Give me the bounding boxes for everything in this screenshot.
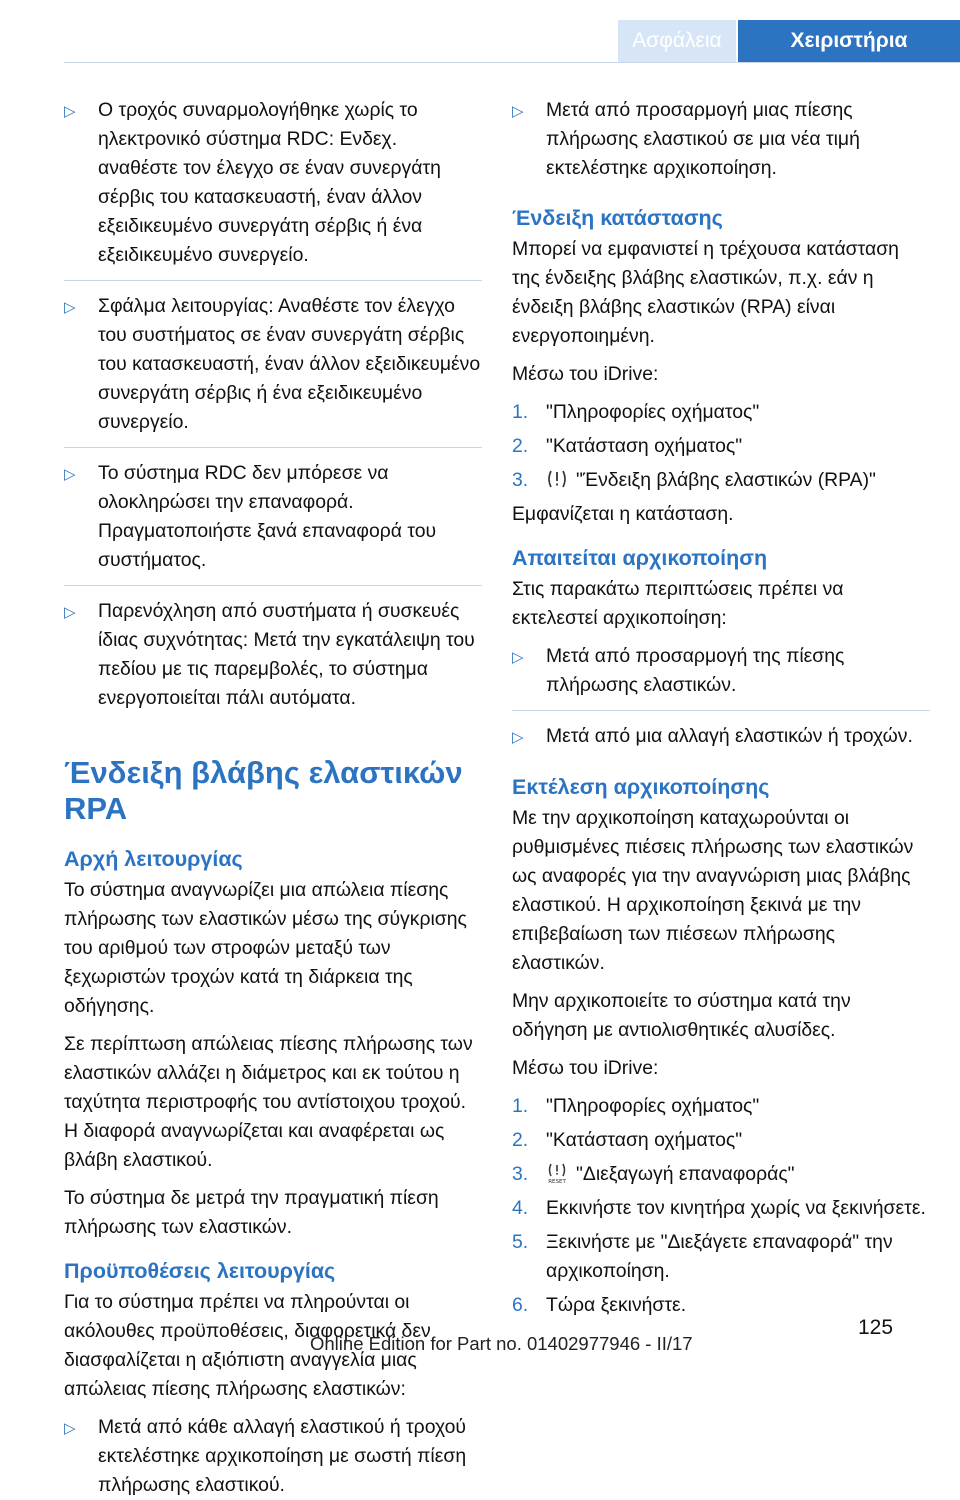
- init-required-heading: Απαιτείται αρχικοποίηση: [512, 546, 768, 570]
- list-item: ▷ Μετά από προσαρμογή μιας πίεσης πλήρωσης ελαστικού σε μια νέα τιμή εκτελέστηκε αρχικοποίηση.: [512, 96, 930, 183]
- left-column: [64, 96, 482, 1500]
- paragraph: Το σύστημα αναγνωρίζει μια απώλεια πίεσης πλήρωσης των ελαστικών μέσω της σύγκρισης του αριθμού των στροφών μεταξύ των ξεχωριστών τροχών κατά τη διάρκεια της οδήγησης.: [64, 879, 467, 1017]
- paragraph: Εμφανίζεται η κατάσταση.: [512, 503, 734, 525]
- tire-reset-icon: [546, 1162, 568, 1184]
- divider: [64, 280, 482, 281]
- paragraph: Για το σύστημα πρέπει να πληρούνται οι ακόλουθες προϋποθέσεις, διαφορετικά δεν διασφαλίζεται η αξιόπιστη αναγγελία μιας απώλειας πίεσης πλήρωσης ελαστικών:: [64, 1291, 431, 1400]
- list-item: 1. "Πληροφορίες οχήματος": [512, 401, 760, 423]
- header-section-tab: Ασφάλεια: [618, 20, 736, 62]
- list-item: 3. RESET "Διεξαγωγή επαναφοράς": [512, 1163, 795, 1185]
- paragraph: Με την αρχικοποίηση καταχωρούνται οι ρυθμισμένες πιέσεις πλήρωσης των ελαστικών ως αναφορές για την αναγνώριση μιας βλάβης ελαστικού. Η αρχικοποίηση ξεκινά με την επιβεβαίωση των πιέσεων πλήρωσης ελαστικών.: [512, 807, 914, 974]
- triangle-bullet-icon: ▷: [64, 466, 76, 483]
- triangle-bullet-icon: ▷: [64, 1420, 76, 1437]
- triangle-bullet-icon: ▷: [64, 299, 76, 316]
- list-item: 3. "Ένδειξη βλάβης ελαστικών (RPA)": [512, 469, 876, 491]
- list-item: ▷ Μετά από κάθε αλλαγή ελαστικού ή τροχού εκτελέστηκε αρχικοποίηση με σωστή πίεση πλήρωσης ελαστικού.: [64, 1413, 482, 1500]
- paragraph: Μην αρχικοποιείτε το σύστημα κατά την οδήγηση με αντιολισθητικές αλυσίδες.: [512, 990, 851, 1041]
- list-item: ▷ Παρενόχληση από συστήματα ή συσκευές ίδιας συχνότητας: Μετά την εγκατάλειψη του πεδίου με τις παρεμβολές, το σύστημα ενεργοποιείται πάλι αυτόματα.: [64, 597, 482, 713]
- header-chapter-tab: Χειριστήρια: [738, 20, 960, 62]
- divider: [64, 585, 482, 586]
- list-item: 6. Τώρα ξεκινήστε.: [512, 1294, 687, 1316]
- prerequisites-heading: Προϋποθέσεις λειτουργίας: [64, 1259, 336, 1283]
- list-item: ▷ Μετά από προσαρμογή της πίεσης πλήρωσης ελαστικών.: [512, 642, 930, 700]
- right-column: [512, 96, 930, 1325]
- section-title: Ένδειξη βλάβης ελαστικών RPA: [64, 755, 463, 826]
- perform-init-heading: Εκτέλεση αρχικοποίησης: [512, 775, 770, 799]
- svg-text:RESET: RESET: [548, 1179, 566, 1185]
- paragraph: Μπορεί να εμφανιστεί η τρέχουσα κατάσταση της ένδειξης βλάβης ελαστικών, π.χ. εάν η ένδειξη βλάβης ελαστικών (RPA) είναι ενεργοποιημένη.: [512, 238, 899, 347]
- list-item: ▷ Σφάλμα λειτουργίας: Αναθέστε τον έλεγχο του συστήματος σε έναν συνεργάτη σέρβις του κατασκευαστή, έναν άλλον εξειδικευμένο συνεργάτη σέρβις ή ένα εξειδικευμένο συνεργείο.: [64, 292, 482, 437]
- triangle-bullet-icon: ▷: [64, 604, 76, 621]
- paragraph: Το σύστημα δε μετρά την πραγματική πίεση πλήρωσης των ελαστικών.: [64, 1187, 439, 1238]
- paragraph: Στις παρακάτω περιπτώσεις πρέπει να εκτελεστεί αρχικοποίηση:: [512, 578, 844, 629]
- page-header: [618, 20, 960, 62]
- triangle-bullet-icon: ▷: [512, 649, 524, 666]
- footer-edition: Online Edition for Part no. 01402977946 - II/17: [310, 1333, 693, 1354]
- tire-warning-icon: [546, 468, 568, 490]
- list-item: 1. "Πληροφορίες οχήματος": [512, 1095, 760, 1117]
- triangle-bullet-icon: ▷: [64, 103, 76, 120]
- header-rule: [64, 62, 960, 63]
- triangle-bullet-icon: ▷: [512, 103, 524, 120]
- divider: [64, 447, 482, 448]
- divider: [512, 710, 930, 711]
- paragraph: Μέσω του iDrive:: [512, 1057, 659, 1079]
- status-heading: Ένδειξη κατάστασης: [512, 206, 723, 230]
- paragraph: Σε περίπτωση απώλειας πίεσης πλήρωσης των ελαστικών αλλάζει η διάμετρος και εκ τούτου η ταχύτητα περιστροφής του αντίστοιχου τροχού. Η διαφορά αναγνωρίζεται και αναφέρεται ως βλάβη ελαστικού.: [64, 1033, 473, 1171]
- principle-heading: Αρχή λειτουργίας: [64, 847, 243, 871]
- paragraph: Μέσω του iDrive:: [512, 363, 659, 385]
- page-number: 125: [858, 1316, 894, 1339]
- list-item: 4. Εκκινήστε τον κινητήρα χωρίς να ξεκινήσετε.: [512, 1197, 926, 1219]
- list-item: ▷ Ο τροχός συναρμολογήθηκε χωρίς το ηλεκτρονικό σύστημα RDC: Ενδεχ. αναθέστε τον έλεγχο σε έναν συνεργάτη σέρβις του κατασκευαστή, έναν άλλον εξειδικευμένο συνεργάτη σέρβις ή ένα εξειδικευμένο συνεργείο.: [64, 96, 482, 270]
- list-item: ▷ Μετά από μια αλλαγή ελαστικών ή τροχών.: [512, 722, 930, 752]
- list-item: 2. "Κατάσταση οχήματος": [512, 1129, 743, 1151]
- list-item: ▷ Το σύστημα RDC δεν μπόρεσε να ολοκληρώσει την επαναφορά. Πραγματοποιήστε ξανά επαναφορά του συστήματος.: [64, 459, 482, 575]
- triangle-bullet-icon: ▷: [512, 729, 524, 746]
- list-item: 2. "Κατάσταση οχήματος": [512, 435, 743, 457]
- list-item: 5. Ξεκινήστε με "Διεξάγετε επαναφορά" την αρχικοποίηση.: [512, 1231, 893, 1282]
